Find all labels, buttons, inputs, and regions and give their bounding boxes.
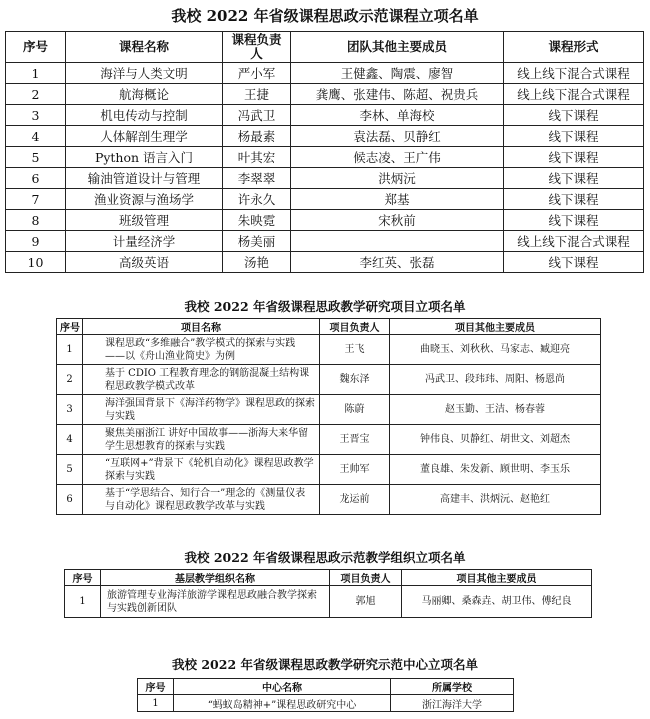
research-center-table	[137, 678, 514, 712]
cell-course-name: 班级管理	[66, 210, 223, 231]
cell-school: 浙江海洋大学	[391, 695, 514, 712]
header-format: 课程形式	[504, 32, 644, 63]
table-row	[65, 586, 592, 618]
cell-format: 线下课程	[504, 210, 644, 231]
cell-members: 高建丰、洪炳沅、赵艳红	[390, 485, 601, 515]
header-members: 项目其他主要成员	[390, 319, 601, 335]
section3-title: 我校 2022 年省级课程思政示范教学组织立项名单	[184, 550, 466, 565]
table-header-row	[65, 570, 592, 586]
cell-project-name: 基于“学思结合、知行合一”理念的《测量仪表与自动化》课程思政教学改革与实践	[83, 485, 320, 515]
header-center-name: 中心名称	[174, 679, 391, 695]
header-index: 序号	[6, 32, 66, 63]
cell-members: 曲晓玉、刘秋秋、马家志、臧迎亮	[390, 335, 601, 365]
table-row	[138, 695, 514, 712]
cell-course-name: 计量经济学	[66, 231, 223, 252]
header-index: 序号	[138, 679, 174, 695]
cell-index: 10	[6, 252, 66, 273]
cell-format: 线下课程	[504, 189, 644, 210]
table-row	[57, 455, 601, 485]
cell-members: 候志凌、王广伟	[291, 147, 504, 168]
table-row	[57, 485, 601, 515]
cell-lead: 郭旭	[330, 586, 402, 618]
table-row	[6, 231, 644, 252]
cell-project-name: 课程思政“多维融合”教学模式的探索与实践——以《舟山渔业简史》为例	[83, 335, 320, 365]
cell-members: 袁法磊、贝静红	[291, 126, 504, 147]
cell-index: 6	[57, 485, 83, 515]
header-index: 序号	[57, 319, 83, 335]
cell-index: 5	[6, 147, 66, 168]
table-row	[57, 425, 601, 455]
cell-members: 马丽卿、桑森垚、胡卫伟、傅纪良	[402, 586, 592, 618]
header-lead: 课程负责人	[223, 32, 291, 63]
cell-course-name: 输油管道设计与管理	[66, 168, 223, 189]
header-lead: 项目负责人	[320, 319, 390, 335]
cell-members: 冯武卫、段玮玮、周阳、杨恩尚	[390, 365, 601, 395]
cell-members: 董良雄、朱发新、顾世明、李玉乐	[390, 455, 601, 485]
header-index: 序号	[65, 570, 101, 586]
cell-lead: 朱映霓	[223, 210, 291, 231]
table-row	[6, 168, 644, 189]
table-row	[57, 335, 601, 365]
header-members: 项目其他主要成员	[402, 570, 592, 586]
cell-course-name: 机电传动与控制	[66, 105, 223, 126]
cell-course-name: 航海概论	[66, 84, 223, 105]
cell-members: 王健鑫、陶震、廖智	[291, 63, 504, 84]
cell-lead: 李翠翠	[223, 168, 291, 189]
header-lead: 项目负责人	[330, 570, 402, 586]
cell-lead: 王捷	[223, 84, 291, 105]
cell-index: 5	[57, 455, 83, 485]
table-row	[6, 252, 644, 273]
table-row	[57, 395, 601, 425]
table-row	[6, 126, 644, 147]
table-header-row	[138, 679, 514, 695]
teaching-organization-table	[64, 569, 592, 618]
cell-project-name: “互联网+”背景下《轮机自动化》课程思政教学探索与实践	[83, 455, 320, 485]
table-row	[6, 147, 644, 168]
cell-project-name: 基于 CDIO 工程教育理念的钢筋混凝土结构课程思政教学模式改革	[83, 365, 320, 395]
table-row	[57, 365, 601, 395]
cell-format: 线上线下混合式课程	[504, 63, 644, 84]
cell-members	[291, 231, 504, 252]
header-members: 团队其他主要成员	[291, 32, 504, 63]
table-row	[6, 189, 644, 210]
cell-index: 3	[6, 105, 66, 126]
research-project-table	[56, 318, 601, 515]
table-row	[6, 84, 644, 105]
cell-index: 1	[138, 695, 174, 712]
cell-members: 宋秋前	[291, 210, 504, 231]
cell-lead: 杨美丽	[223, 231, 291, 252]
cell-format: 线上线下混合式课程	[504, 231, 644, 252]
cell-course-name: 渔业资源与渔场学	[66, 189, 223, 210]
cell-format: 线下课程	[504, 105, 644, 126]
cell-org-name: 旅游管理专业海洋旅游学课程思政融合教学探索与实践创新团队	[101, 586, 330, 618]
cell-format: 线上线下混合式课程	[504, 84, 644, 105]
cell-lead: 龙运前	[320, 485, 390, 515]
cell-course-name: 海洋与人类文明	[66, 63, 223, 84]
cell-index: 3	[57, 395, 83, 425]
table-row	[6, 105, 644, 126]
header-school: 所属学校	[391, 679, 514, 695]
cell-lead: 魏东泽	[320, 365, 390, 395]
demo-course-table	[5, 31, 644, 273]
cell-index: 1	[6, 63, 66, 84]
header-org-name: 基层教学组织名称	[101, 570, 330, 586]
cell-course-name: 人体解剖生理学	[66, 126, 223, 147]
cell-members: 洪炳沅	[291, 168, 504, 189]
cell-members: 李林、单海校	[291, 105, 504, 126]
cell-index: 2	[6, 84, 66, 105]
cell-index: 2	[57, 365, 83, 395]
cell-format: 线下课程	[504, 147, 644, 168]
cell-lead: 冯武卫	[223, 105, 291, 126]
cell-members: 赵玉勤、王洁、杨春蓉	[390, 395, 601, 425]
cell-format: 线下课程	[504, 252, 644, 273]
cell-members: 郑基	[291, 189, 504, 210]
cell-project-name: 聚焦美丽浙江 讲好中国故事——浙海大来华留学生思想教育的探索与实践	[83, 425, 320, 455]
cell-lead: 严小军	[223, 63, 291, 84]
cell-members: 李红英、张磊	[291, 252, 504, 273]
cell-lead: 王帅军	[320, 455, 390, 485]
cell-index: 6	[6, 168, 66, 189]
table-header-row	[6, 32, 644, 63]
cell-lead: 许永久	[223, 189, 291, 210]
table-row	[6, 63, 644, 84]
section4-title: 我校 2022 年省级课程思政教学研究示范中心立项名单	[172, 657, 478, 672]
header-project-name: 项目名称	[83, 319, 320, 335]
cell-index: 9	[6, 231, 66, 252]
cell-index: 1	[65, 586, 101, 618]
table-row	[6, 210, 644, 231]
cell-course-name: Python 语言入门	[66, 147, 223, 168]
cell-index: 4	[57, 425, 83, 455]
cell-lead: 叶其宏	[223, 147, 291, 168]
header-course-name: 课程名称	[66, 32, 223, 63]
table-header-row	[57, 319, 601, 335]
cell-members: 龚鹰、张建伟、陈超、祝贵兵	[291, 84, 504, 105]
cell-lead: 王晋宝	[320, 425, 390, 455]
cell-center-name: “蚂蚁岛精神+”课程思政研究中心	[174, 695, 391, 712]
cell-format: 线下课程	[504, 126, 644, 147]
section2-title: 我校 2022 年省级课程思政教学研究项目立项名单	[184, 299, 466, 314]
cell-index: 4	[6, 126, 66, 147]
cell-course-name: 高级英语	[66, 252, 223, 273]
cell-lead: 王飞	[320, 335, 390, 365]
cell-format: 线下课程	[504, 168, 644, 189]
cell-index: 8	[6, 210, 66, 231]
cell-lead: 汤艳	[223, 252, 291, 273]
cell-index: 7	[6, 189, 66, 210]
cell-members: 钟伟良、贝静红、胡世文、刘超杰	[390, 425, 601, 455]
cell-index: 1	[57, 335, 83, 365]
section1-title: 我校 2022 年省级课程思政示范课程立项名单	[171, 7, 479, 25]
cell-lead: 陈蔚	[320, 395, 390, 425]
cell-project-name: 海洋强国背景下《海洋药物学》课程思政的探索与实践	[83, 395, 320, 425]
cell-lead: 杨最素	[223, 126, 291, 147]
